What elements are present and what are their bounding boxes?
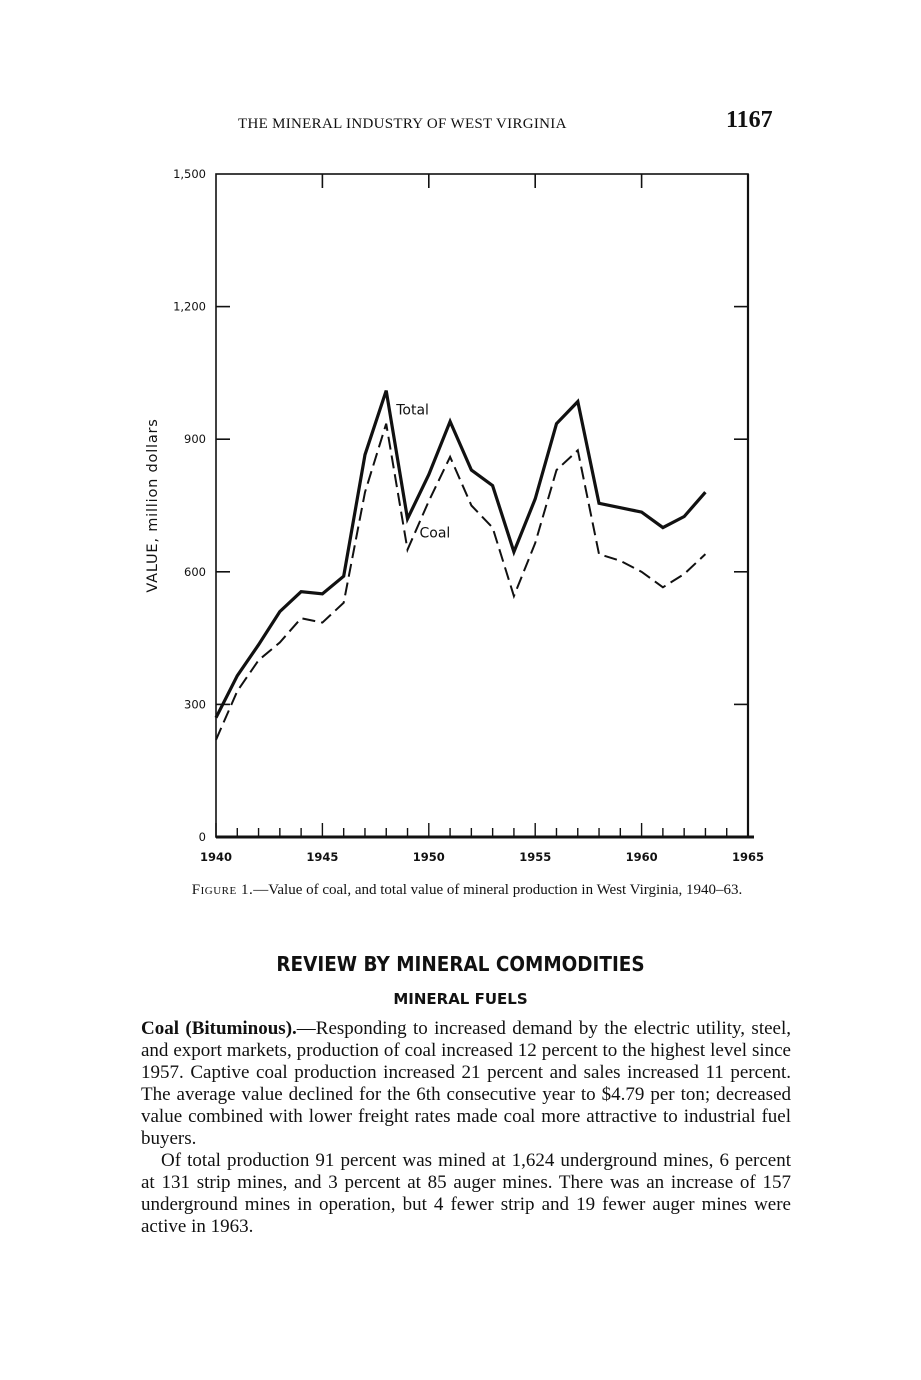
paragraph-coal-production	[141, 1018, 791, 1150]
y-tick-label: 1,500	[173, 167, 206, 181]
series-label-total: Total	[396, 402, 429, 419]
page-number: 1167	[726, 107, 773, 133]
y-tick-label: 600	[184, 564, 206, 579]
running-head: THE MINERAL INDUSTRY OF WEST VIRGINIA	[238, 116, 567, 132]
y-tick-label: 900	[184, 432, 206, 447]
plot-frame	[216, 174, 748, 837]
x-tick-label: 1950	[412, 850, 445, 864]
body-text	[141, 1018, 791, 1238]
paragraph-lead-in: Coal (Bituminous).	[141, 1018, 297, 1039]
figure-label: Figure 1.	[191, 882, 254, 898]
y-axis-title: VALUE, million dollars	[145, 418, 161, 593]
x-tick-label: 1955	[519, 850, 552, 864]
series-line-coal	[216, 424, 705, 740]
section-subheading: MINERAL FUELS	[393, 990, 528, 1008]
series-line-total	[216, 391, 705, 718]
section-heading: REVIEW BY MINERAL COMMODITIES	[276, 952, 645, 976]
series-label-coal: Coal	[419, 525, 451, 542]
x-tick-label: 1965	[731, 850, 765, 864]
figure-caption-text: —Value of coal, and total value of mineral production in West Virginia, 1940–63.	[253, 882, 743, 898]
y-tick-label: 300	[184, 697, 206, 712]
x-tick-label: 1960	[625, 850, 658, 864]
y-tick-label: 0	[198, 830, 206, 844]
x-tick-label: 1945	[306, 850, 339, 864]
paragraph-mine-counts: Of total production 91 percent was mined at 1,624 underground mines, 6 percent at 131 strip mines, and 3 percent at 85 auger mines. There was an increase of 157 underground mines in operation, but 4 fewer strip and 19 fewer auger mines were active in 1963.	[141, 1150, 791, 1237]
paragraph-text: —Responding to increased demand by the electric utility, steel, and export markets, production of coal increased 12 percent to the highest level since 1957. Captive coal production increased 21 percent and sales increased 11 percent. The average value declined for the 6th consecutive year to $4.79 per ton; decreased value combined with lower freight rates made coal more attractive to industrial fuel buyers.	[141, 1018, 791, 1149]
x-tick-label: 1940	[199, 850, 233, 864]
figure-caption	[144, 882, 790, 899]
y-tick-label: 1,200	[173, 299, 206, 314]
